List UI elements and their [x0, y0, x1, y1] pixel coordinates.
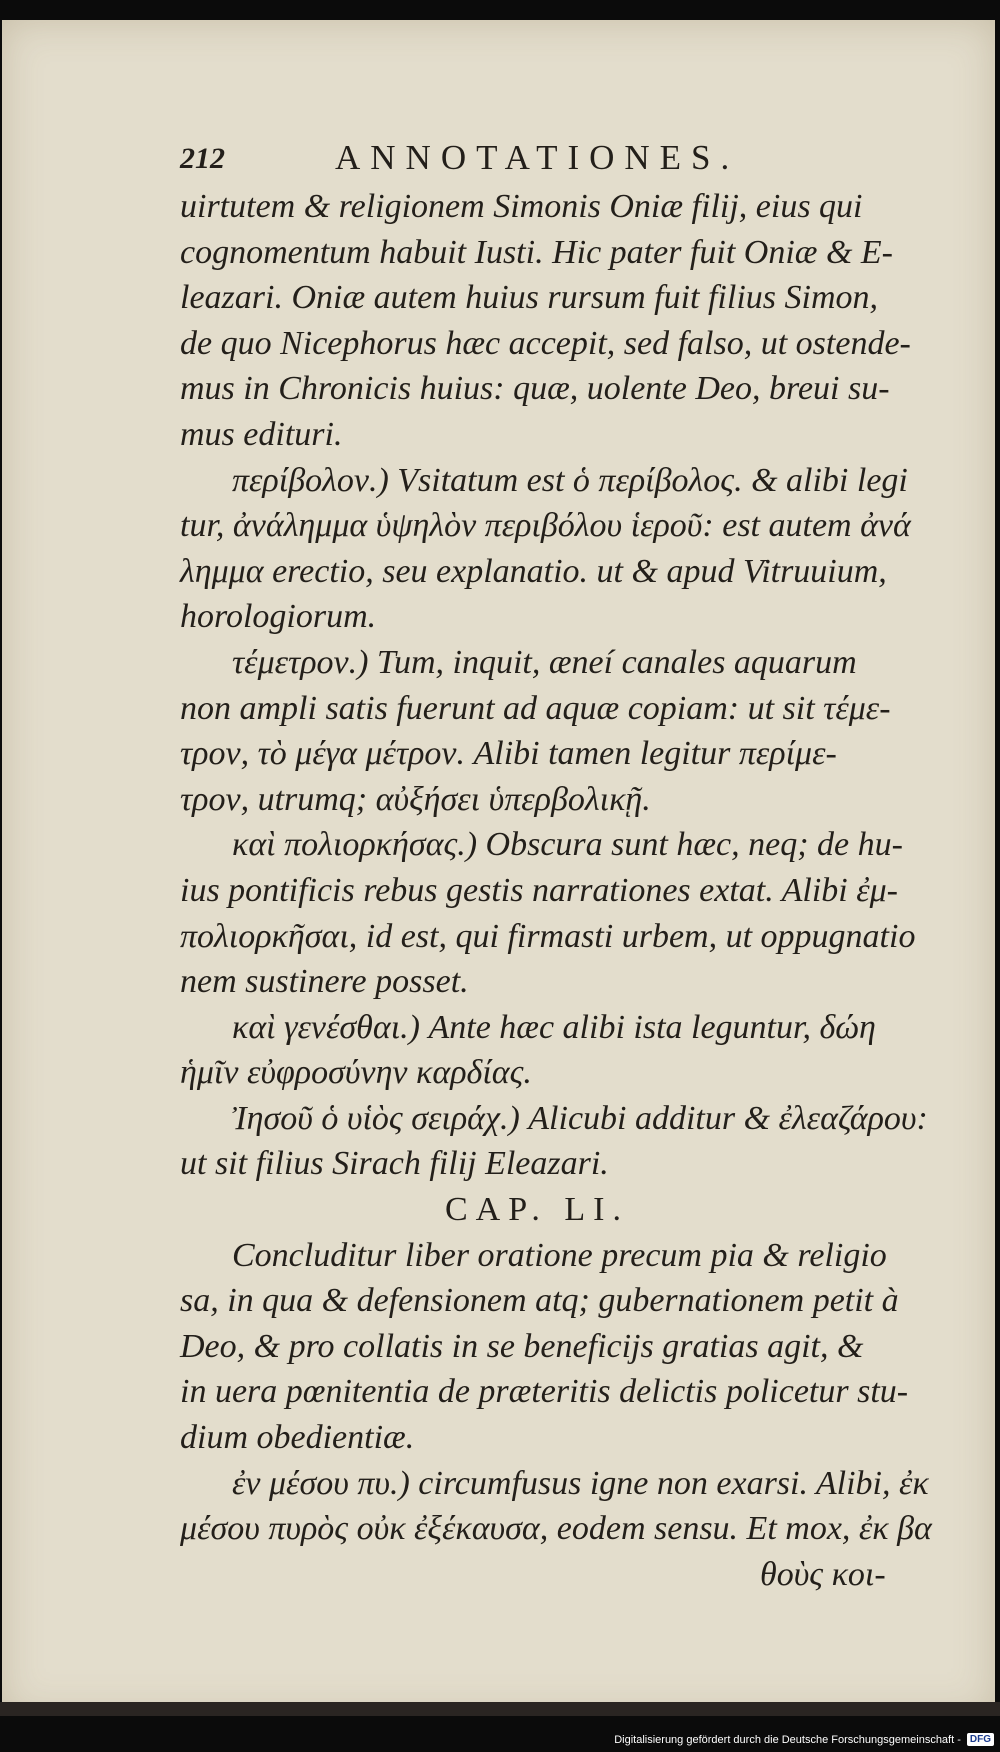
text-line: cognomentum habuit Iusti. Hic pater fuit Oniæ & E- — [180, 233, 893, 271]
text-line: Deo, & pro collatis in se beneficijs gratias agit, & — [180, 1327, 864, 1365]
page-header — [180, 138, 920, 182]
running-head: ANNOTATIONES. — [335, 138, 740, 177]
text-line: de quo Nicephorus hæc accepit, sed falso, ut ostende- — [180, 324, 911, 362]
text-line: Ἰησοῦ ὁ υἱὸς σειράχ.) Alicubi additur & ἐλεαζάρου: — [232, 1099, 928, 1137]
text-line: in uera pœnitentia de præteritis delictis policetur stu- — [180, 1373, 909, 1411]
digitization-footer — [614, 1733, 994, 1746]
page-edge — [0, 1702, 1000, 1716]
text-line: mus in Chronicis huius: quæ, uolente Deo, breui su- — [180, 370, 890, 408]
text-line: ut sit filius Sirach filij Eleazari. — [180, 1145, 609, 1183]
text-line: horologiorum. — [180, 598, 377, 636]
text-line: καὶ γενέσθαι.) Ante hæc alibi ista leguntur, δώη — [232, 1008, 876, 1046]
text-line: uirtutem & religionem Simonis Oniæ filij, eius qui — [180, 188, 863, 225]
text-line: τρον, τὸ μέγα μέτρον. Alibi tamen legitur περίμε- — [180, 735, 837, 773]
chapter-heading: CAP. LI. — [445, 1191, 629, 1229]
text-line: καὶ πολιορκήσας.) Obscura sunt hæc, neq; de hu- — [232, 826, 903, 864]
text-line: tur, ἀνάλημμα ὑψηλὸν περιβόλου ἱεροῦ: est autem ἀνά — [180, 507, 911, 545]
text-line: περίβολον.) Vsitatum est ὁ περίβολος. & alibi legi — [232, 461, 908, 499]
text-line: mus edituri. — [180, 415, 343, 453]
text-line: μέσου πυρὸς οὐκ ἐξέκαυσα, eodem sensu. Et mox, ἐκ βα — [180, 1510, 932, 1548]
dfg-logo: DFG — [967, 1733, 994, 1746]
text-line: non ampli satis fuerunt ad aquæ copiam: ut sit τέμε- — [180, 689, 891, 727]
text-line: ἐν μέσου πυ.) circumfusus igne non exarsi. Alibi, ἐκ — [232, 1464, 929, 1502]
text-line: λημμα erectio, seu explanatio. ut & apud Vitruuium, — [180, 552, 887, 590]
text-line: τρον, utrumq; αὐξήσει ὑπερβολικῇ. — [180, 780, 651, 818]
text-line: πολιορκῆσαι, id est, qui firmasti urbem, ut oppugnatio — [180, 917, 916, 955]
text-line: ἡμῖν εὐφροσύνην καρδίας. — [180, 1054, 532, 1092]
catchword: θοὺς κοι- — [760, 1555, 886, 1593]
text-line: Concluditur liber oratione precum pia & religio — [232, 1236, 887, 1274]
text-line: nem sustinere posset. — [180, 963, 469, 1001]
text-line: leazari. Oniæ autem huius rursum fuit filius Simon, — [180, 279, 878, 317]
page-number: 212 — [180, 142, 225, 175]
text-line: ius pontificis rebus gestis narrationes extat. Alibi ἐμ- — [180, 871, 899, 909]
text-line: dium obedientiæ. — [180, 1419, 415, 1457]
text-line: sa, in qua & defensionem atq; gubernationem petit à — [180, 1282, 899, 1320]
funding-credit: Digitalisierung gefördert durch die Deutsche Forschungsgemeinschaft - — [614, 1733, 961, 1746]
text-line: τέμετρον.) Tum, inquit, æneí canales aquarum — [232, 643, 857, 681]
body-text — [180, 184, 940, 1597]
